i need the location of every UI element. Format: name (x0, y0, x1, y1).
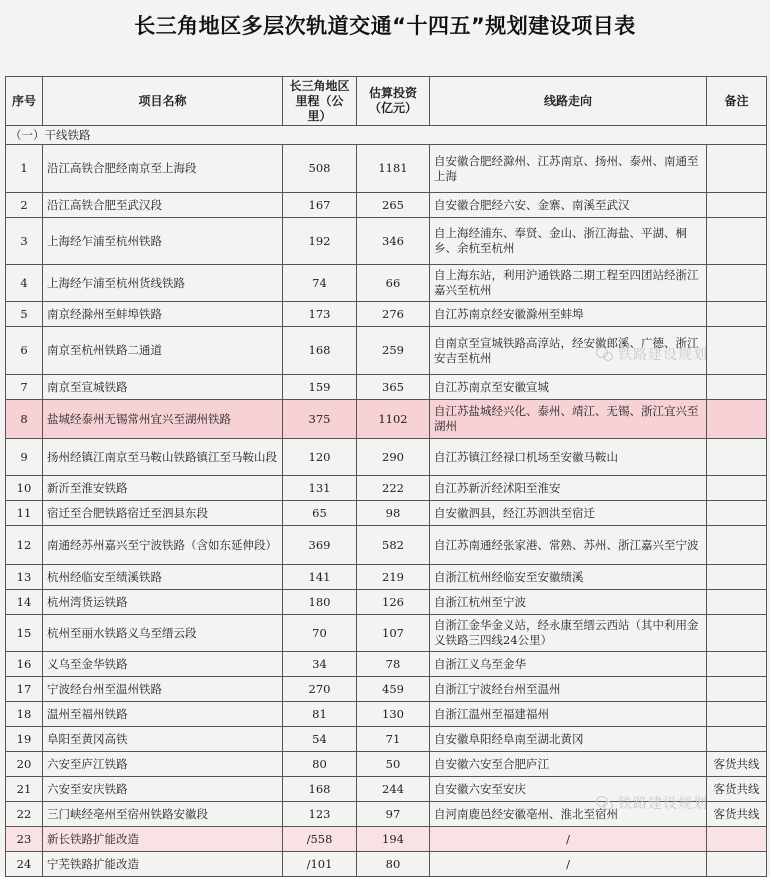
row-mileage: 120 (283, 439, 357, 476)
row-route: 自浙江杭州经临安至安徽绩溪 (430, 565, 707, 590)
row-invest: 582 (357, 526, 430, 565)
row-mileage: /101 (283, 852, 357, 877)
table-row (6, 193, 767, 218)
row-invest: 50 (357, 752, 430, 777)
row-route: 自上海经浦东、奉贤、金山、浙江海盐、平湖、桐乡、余杭至杭州 (430, 218, 707, 265)
table-row (6, 827, 767, 852)
row-name: 南京经滁州至蚌埠铁路 (43, 302, 283, 327)
row-route: 自浙江宁波经台州至温州 (430, 677, 707, 702)
row-name: 扬州经镇江南京至马鞍山铁路镇江至马鞍山段 (43, 439, 283, 476)
row-note (707, 265, 767, 302)
row-route: 自江苏南京至安徽宣城 (430, 375, 707, 400)
row-seq: 16 (6, 652, 43, 677)
header-mileage: 长三角地区 里程（公里） (283, 77, 357, 126)
row-name: 南通经苏州嘉兴至宁波铁路（含如东延伸段） (43, 526, 283, 565)
page-title: 长三角地区多层次轨道交通“十四五”规划建设项目表 (134, 14, 636, 38)
table-row (6, 400, 767, 439)
row-mileage: 192 (283, 218, 357, 265)
row-route: 自上海东站，利用沪通铁路二期工程至四团站经浙江嘉兴至杭州 (430, 265, 707, 302)
row-name: 沿江高铁合肥经南京至上海段 (43, 145, 283, 193)
table-row (6, 590, 767, 615)
row-name: 宁波经台州至温州铁路 (43, 677, 283, 702)
row-invest: 346 (357, 218, 430, 265)
row-seq: 3 (6, 218, 43, 265)
table-row (6, 752, 767, 777)
row-seq: 9 (6, 439, 43, 476)
row-route: 自浙江杭州至宁波 (430, 590, 707, 615)
row-note (707, 590, 767, 615)
row-mileage: 173 (283, 302, 357, 327)
row-route: 自浙江义乌至金华 (430, 652, 707, 677)
row-name: 杭州至丽水铁路义乌至缙云段 (43, 615, 283, 652)
row-note (707, 218, 767, 265)
row-name: 六安至庐江铁路 (43, 752, 283, 777)
row-route: 自安徽阜阳经阜南至湖北黄冈 (430, 727, 707, 752)
row-mileage: 80 (283, 752, 357, 777)
row-route: / (430, 827, 707, 852)
row-name: 宁芜铁路扩能改造 (43, 852, 283, 877)
row-invest: 1181 (357, 145, 430, 193)
row-invest: 130 (357, 702, 430, 727)
project-table (5, 76, 767, 877)
table-row (6, 302, 767, 327)
row-invest: 290 (357, 439, 430, 476)
row-name: 南京至宣城铁路 (43, 375, 283, 400)
row-note (707, 476, 767, 501)
row-invest: 107 (357, 615, 430, 652)
row-seq: 19 (6, 727, 43, 752)
table-row (6, 265, 767, 302)
wechat-icon (596, 346, 614, 362)
row-mileage: 123 (283, 802, 357, 827)
row-seq: 10 (6, 476, 43, 501)
row-name: 三门峡经亳州至宿州铁路安徽段 (43, 802, 283, 827)
table-row (6, 439, 767, 476)
row-seq: 15 (6, 615, 43, 652)
row-route: 自江苏镇江经禄口机场至安徽马鞍山 (430, 439, 707, 476)
row-invest: 244 (357, 777, 430, 802)
row-note (707, 852, 767, 877)
wechat-icon (596, 795, 614, 811)
row-note (707, 727, 767, 752)
row-mileage: 508 (283, 145, 357, 193)
table-row (6, 615, 767, 652)
row-mileage: 167 (283, 193, 357, 218)
row-mileage: 81 (283, 702, 357, 727)
row-seq: 2 (6, 193, 43, 218)
row-route: 自江苏南京经安徽滁州至蚌埠 (430, 302, 707, 327)
row-note: 客货共线 (707, 777, 767, 802)
row-mileage: 369 (283, 526, 357, 565)
row-name: 六安至安庆铁路 (43, 777, 283, 802)
row-seq: 17 (6, 677, 43, 702)
row-mileage: 375 (283, 400, 357, 439)
row-note (707, 501, 767, 526)
row-route: 自江苏新沂经沭阳至淮安 (430, 476, 707, 501)
table-row (6, 565, 767, 590)
row-note (707, 302, 767, 327)
row-mileage: 270 (283, 677, 357, 702)
row-seq: 4 (6, 265, 43, 302)
row-name: 上海经乍浦至杭州铁路 (43, 218, 283, 265)
row-name: 南京至杭州铁路二通道 (43, 327, 283, 375)
header-route: 线路走向 (430, 77, 707, 126)
watermark: 铁路建设规划 (596, 344, 708, 364)
watermark-bottom: 铁路建设规划 (596, 793, 708, 813)
row-invest: 222 (357, 476, 430, 501)
row-invest: 80 (357, 852, 430, 877)
row-mileage: 65 (283, 501, 357, 526)
row-note (707, 827, 767, 852)
row-invest: 97 (357, 802, 430, 827)
row-name: 上海经乍浦至杭州货线铁路 (43, 265, 283, 302)
row-route: 自安徽泗县，经江苏泗洪至宿迁 (430, 501, 707, 526)
table-row (6, 677, 767, 702)
table-row (6, 218, 767, 265)
row-name: 沿江高铁合肥至武汉段 (43, 193, 283, 218)
row-mileage: 168 (283, 327, 357, 375)
row-mileage: 54 (283, 727, 357, 752)
row-note (707, 145, 767, 193)
row-route: 自安徽六安至合肥庐江 (430, 752, 707, 777)
table-row (6, 702, 767, 727)
row-seq: 13 (6, 565, 43, 590)
row-seq: 23 (6, 827, 43, 852)
table-row (6, 727, 767, 752)
row-name: 阜阳至黄冈高铁 (43, 727, 283, 752)
row-mileage: 131 (283, 476, 357, 501)
row-invest: 265 (357, 193, 430, 218)
row-invest: 219 (357, 565, 430, 590)
table-row (6, 501, 767, 526)
header-seq: 序号 (6, 77, 43, 126)
row-mileage: 159 (283, 375, 357, 400)
row-name: 温州至福州铁路 (43, 702, 283, 727)
row-seq: 22 (6, 802, 43, 827)
row-note (707, 193, 767, 218)
header-invest: 估算投资 （亿元） (357, 77, 430, 126)
row-invest: 194 (357, 827, 430, 852)
row-mileage: 141 (283, 565, 357, 590)
row-invest: 1102 (357, 400, 430, 439)
row-route: 自浙江金华金义站，经永康至缙云西站（其中利用金义铁路三四线24公里） (430, 615, 707, 652)
row-note (707, 677, 767, 702)
row-seq: 1 (6, 145, 43, 193)
table-row (6, 145, 767, 193)
row-seq: 18 (6, 702, 43, 727)
row-name: 盐城经泰州无锡常州宜兴至湖州铁路 (43, 400, 283, 439)
row-note (707, 615, 767, 652)
row-note (707, 327, 767, 375)
table-row (6, 476, 767, 501)
row-seq: 12 (6, 526, 43, 565)
row-name: 义乌至金华铁路 (43, 652, 283, 677)
row-route: 自安徽合肥经滁州、江苏南京、扬州、泰州、南通至上海 (430, 145, 707, 193)
row-invest: 276 (357, 302, 430, 327)
row-route: 自江苏盐城经兴化、泰州、靖江、无锡、浙江宜兴至湖州 (430, 400, 707, 439)
row-seq: 8 (6, 400, 43, 439)
row-name: 宿迁至合肥铁路宿迁至泗县东段 (43, 501, 283, 526)
row-route: 自河南鹿邑经安徽亳州、淮北至宿州 (430, 802, 707, 827)
section-label: （一）干线铁路 (6, 126, 767, 145)
row-seq: 21 (6, 777, 43, 802)
row-note (707, 400, 767, 439)
row-invest: 126 (357, 590, 430, 615)
row-name: 杭州经临安至绩溪铁路 (43, 565, 283, 590)
table-row (6, 852, 767, 877)
row-note (707, 565, 767, 590)
table-row (6, 652, 767, 677)
row-mileage: 180 (283, 590, 357, 615)
row-seq: 11 (6, 501, 43, 526)
row-invest: 71 (357, 727, 430, 752)
row-note: 客货共线 (707, 752, 767, 777)
header-name: 项目名称 (43, 77, 283, 126)
row-mileage: 74 (283, 265, 357, 302)
row-mileage: 168 (283, 777, 357, 802)
table-row (6, 526, 767, 565)
table-row (6, 375, 767, 400)
row-route: 自江苏南通经张家港、常熟、苏州、浙江嘉兴至宁波 (430, 526, 707, 565)
row-note (707, 526, 767, 565)
row-invest: 259 (357, 327, 430, 375)
row-seq: 6 (6, 327, 43, 375)
row-note: 客货共线 (707, 802, 767, 827)
row-route: 自浙江温州至福建福州 (430, 702, 707, 727)
row-name: 杭州湾货运铁路 (43, 590, 283, 615)
row-mileage: 34 (283, 652, 357, 677)
section-row (6, 126, 767, 145)
header-row (6, 77, 767, 126)
row-mileage: 70 (283, 615, 357, 652)
row-seq: 7 (6, 375, 43, 400)
header-note: 备注 (707, 77, 767, 126)
row-seq: 24 (6, 852, 43, 877)
row-seq: 20 (6, 752, 43, 777)
row-name: 新长铁路扩能改造 (43, 827, 283, 852)
row-route: 自南京至宣城铁路高淳站，经安徽郎溪、广德、浙江安吉至杭州 (430, 327, 707, 375)
row-note (707, 702, 767, 727)
row-note (707, 375, 767, 400)
row-route: 自安徽合肥经六安、金寨、南溪至武汉 (430, 193, 707, 218)
row-mileage: /558 (283, 827, 357, 852)
row-seq: 14 (6, 590, 43, 615)
row-note (707, 652, 767, 677)
row-invest: 78 (357, 652, 430, 677)
row-route: 自安徽六安至安庆 (430, 777, 707, 802)
row-seq: 5 (6, 302, 43, 327)
row-invest: 66 (357, 265, 430, 302)
row-invest: 365 (357, 375, 430, 400)
row-invest: 459 (357, 677, 430, 702)
row-route: / (430, 852, 707, 877)
row-invest: 98 (357, 501, 430, 526)
row-note (707, 439, 767, 476)
row-name: 新沂至淮安铁路 (43, 476, 283, 501)
